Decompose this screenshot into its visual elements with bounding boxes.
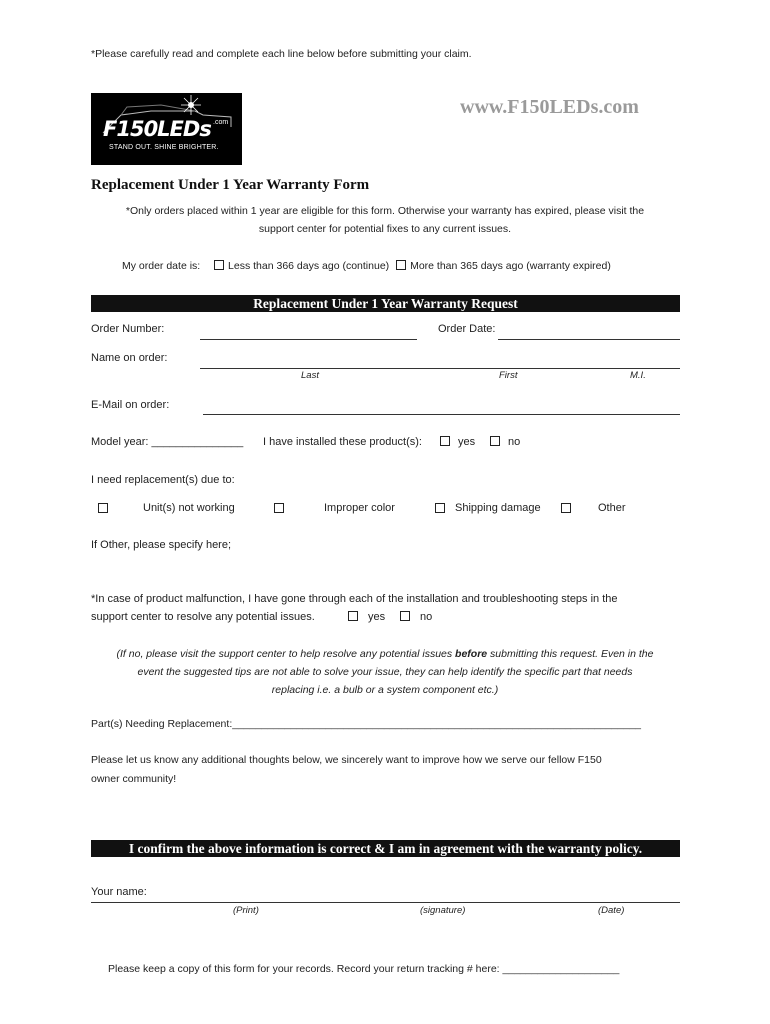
option-more-than-365: More than 365 days ago (warranty expired) <box>410 260 611 272</box>
logo-dotcom: .com <box>213 119 229 126</box>
form-title: Replacement Under 1 Year Warranty Form <box>91 177 370 193</box>
checkbox-installed-yes[interactable] <box>440 436 450 446</box>
parts-needing-replacement-field[interactable]: Part(s) Needing Replacement:______________________________________________________________________ <box>91 718 642 730</box>
replacement-reason-label: I need replacement(s) due to: <box>91 474 235 486</box>
advice-line-1-start: (If no, please visit the support center to help resolve any potential issues <box>116 648 456 660</box>
name-on-order-field[interactable] <box>200 368 680 369</box>
thoughts-line-1: Please let us know any additional thoughts below, we sincerely want to improve how we serve our fellow F150 <box>91 754 602 766</box>
email-field[interactable] <box>203 414 680 415</box>
order-number-label: Order Number: <box>91 323 165 335</box>
eligibility-line-2: support center for potential fixes to any current issues. <box>258 223 512 235</box>
eligibility-line-1: *Only orders placed within 1 year are eligible for this form. Otherwise your warranty has expired, please visit the <box>125 205 645 217</box>
malfunction-line-2: support center to resolve any potential issues. <box>91 611 315 623</box>
advice-line-1-end: submitting this request. Even in the <box>487 648 654 660</box>
request-section-header: Replacement Under 1 Year Warranty Request <box>91 295 680 312</box>
checkbox-installed-no[interactable] <box>490 436 500 446</box>
checkbox-more-than-365[interactable] <box>396 260 406 270</box>
footer-note: Please keep a copy of this form for your records. Record your return tracking # here: ____________________ <box>108 963 620 975</box>
top-note: *Please carefully read and complete each line below before submitting your claim. <box>91 48 472 60</box>
confirm-section-header: I confirm the above information is correct & I am in agreement with the warranty policy. <box>91 840 680 857</box>
malfunction-no-option <box>400 611 432 623</box>
order-date-field[interactable] <box>498 339 680 340</box>
signature-caption: (signature) <box>420 905 466 916</box>
date-caption: (Date) <box>598 905 625 916</box>
installed-question: I have installed these product(s): <box>263 436 422 448</box>
order-date-row <box>122 260 611 272</box>
advice-line-1 <box>60 648 710 660</box>
print-caption: (Print) <box>233 905 259 916</box>
malfunction-line-1: *In case of product malfunction, I have gone through each of the installation and troubleshooting steps in the <box>91 593 618 605</box>
installed-no-option <box>490 436 520 448</box>
malfunction-no-label: no <box>420 611 433 623</box>
email-label: E-Mail on order: <box>91 399 170 411</box>
checkbox-less-than-366[interactable] <box>214 260 224 270</box>
other-specify-label: If Other, please specify here; <box>91 539 232 551</box>
checkbox-shipping-damage[interactable] <box>435 503 445 513</box>
malfunction-yes-option <box>348 611 385 623</box>
name-mi-caption: M.I. <box>630 370 646 381</box>
signature-line[interactable] <box>91 902 680 903</box>
model-year-field[interactable]: Model year: _______________ <box>91 436 244 448</box>
logo-tagline: STAND OUT. SHINE BRIGHTER. <box>109 144 219 151</box>
name-first-caption: First <box>499 370 518 381</box>
website-url: www.F150LEDs.com <box>460 96 639 118</box>
option-shipping-damage: Shipping damage <box>455 502 541 514</box>
option-improper-color: Improper color <box>324 502 395 514</box>
malfunction-yes-label: yes <box>368 611 386 623</box>
logo-brand: F150LEDs <box>103 117 211 141</box>
installed-yes-option <box>440 436 475 448</box>
checkbox-malfunction-no[interactable] <box>400 611 410 621</box>
checkbox-other[interactable] <box>561 503 571 513</box>
order-number-field[interactable] <box>200 339 417 340</box>
installed-yes-label: yes <box>458 436 476 448</box>
advice-line-3: replacing i.e. a bulb or a system component etc.) <box>271 684 499 696</box>
order-date-label: Order Date: <box>438 323 496 335</box>
option-unit-not-working: Unit(s) not working <box>143 502 235 514</box>
checkbox-improper-color[interactable] <box>274 503 284 513</box>
name-on-order-label: Name on order: <box>91 352 168 364</box>
option-other: Other <box>598 502 626 514</box>
option-less-than-366: Less than 366 days ago (continue) <box>228 260 390 272</box>
checkbox-malfunction-yes[interactable] <box>348 611 358 621</box>
installed-no-label: no <box>508 436 521 448</box>
advice-line-2: event the suggested tips are not able to solve your issue, they can help identify the specific part that needs <box>137 666 633 678</box>
order-date-label: My order date is: <box>122 260 201 272</box>
thoughts-line-2: owner community! <box>91 773 177 785</box>
your-name-label: Your name: <box>91 886 147 898</box>
checkbox-unit-not-working[interactable] <box>98 503 108 513</box>
brand-logo <box>91 93 242 165</box>
advice-before-emphasis: before <box>455 648 488 660</box>
name-last-caption: Last <box>301 370 319 381</box>
